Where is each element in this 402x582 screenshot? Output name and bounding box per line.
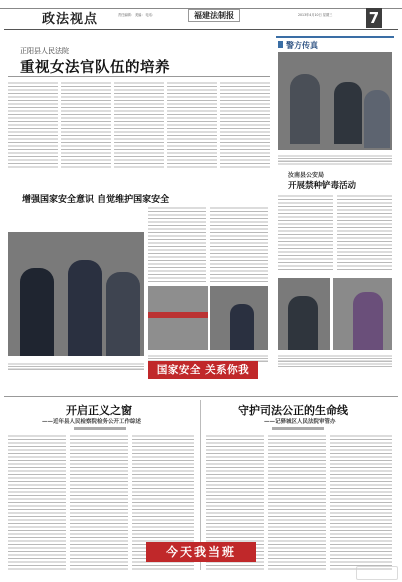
- photo-figure: [353, 292, 383, 350]
- bottom-right-title: 守护司法公正的生命线: [238, 404, 348, 417]
- header-bottom-rule: [4, 29, 398, 30]
- top-article-text-col-1: [8, 81, 58, 169]
- right-article-text-col-1: [278, 194, 333, 272]
- police-photo-2: [278, 278, 330, 350]
- police-fax-title: 警方传真: [286, 41, 318, 50]
- national-security-banner: [148, 361, 258, 379]
- photo-figure: [20, 268, 54, 356]
- middle-text-col-1: [148, 206, 206, 284]
- bottom-right-subtitle: ——记驿城区人民法院审管办: [264, 419, 336, 425]
- photo-figure: [230, 304, 254, 350]
- bottom-left-text-col-2: [70, 434, 128, 570]
- editor-info: 责任编辑： 美编： 电话：: [118, 13, 156, 17]
- top-article-kicker: 正阳县人民法院: [20, 47, 69, 55]
- page-header: [0, 0, 402, 30]
- photo-figure: [106, 272, 140, 356]
- page-number: 7: [368, 9, 380, 27]
- national-security-banner-text: 国家安全 关系你我: [156, 364, 250, 376]
- bottom-right-text-col-2: [268, 434, 326, 570]
- watermark-logo: [356, 566, 398, 580]
- bottom-separator: [4, 396, 398, 397]
- right-article-text-col-2: [337, 194, 392, 272]
- bottom-right-byline: [272, 427, 324, 430]
- bottom-left-subtitle: ——近年县人民检察院检务公开工作综述: [42, 419, 142, 425]
- middle-photo-main-caption: [8, 362, 144, 370]
- middle-text-col-2: [210, 206, 268, 284]
- middle-article-title: 增强国家安全意识 自觉维护国家安全: [22, 195, 170, 205]
- right-article-title: 开展禁种铲毒活动: [288, 181, 357, 191]
- bottom-right-text-col-3: [330, 434, 392, 570]
- top-article-text-col-3: [114, 81, 164, 169]
- right-column: [276, 36, 394, 376]
- photo-figure: [334, 82, 362, 144]
- middle-photo-2: [148, 286, 208, 350]
- page-number-box: [366, 8, 382, 28]
- police-photo-1: [278, 52, 392, 150]
- right-article-kicker: 汝南县公安局: [288, 172, 325, 179]
- middle-article: [8, 192, 270, 382]
- photo-figure: [364, 90, 390, 148]
- on-duty-banner-text: 今天我当班: [165, 545, 236, 559]
- police-fax-header: [276, 36, 394, 52]
- issue-date: 2013年4月10日 星期三: [298, 13, 333, 17]
- top-article-title-rule: [8, 76, 270, 77]
- top-article-text-col-5: [220, 81, 270, 169]
- photo-banner-red: [148, 312, 208, 318]
- section-title: 政法视点: [42, 12, 99, 27]
- bottom-left-byline: [74, 427, 126, 430]
- middle-photo-main: [8, 232, 144, 356]
- photo-figure: [288, 296, 318, 350]
- police-photo-1-caption: [278, 154, 392, 166]
- police-photo-2-caption: [278, 354, 392, 368]
- on-duty-banner: [146, 542, 256, 562]
- bottom-left-title: 开启正义之窗: [66, 404, 132, 417]
- photo-figure: [68, 260, 102, 356]
- photo-figure: [290, 74, 320, 144]
- masthead: 福建法制报: [194, 10, 234, 20]
- masthead-box: [188, 9, 240, 22]
- top-article: [8, 44, 268, 172]
- top-article-title: 重视女法官队伍的培养: [20, 60, 170, 76]
- police-fax-marker: [278, 41, 283, 48]
- top-article-text-col-4: [167, 81, 217, 169]
- bottom-left-text-col-1: [8, 434, 66, 570]
- top-article-text-col-2: [61, 81, 111, 169]
- middle-photo-3: [210, 286, 268, 350]
- police-photo-3: [333, 278, 392, 350]
